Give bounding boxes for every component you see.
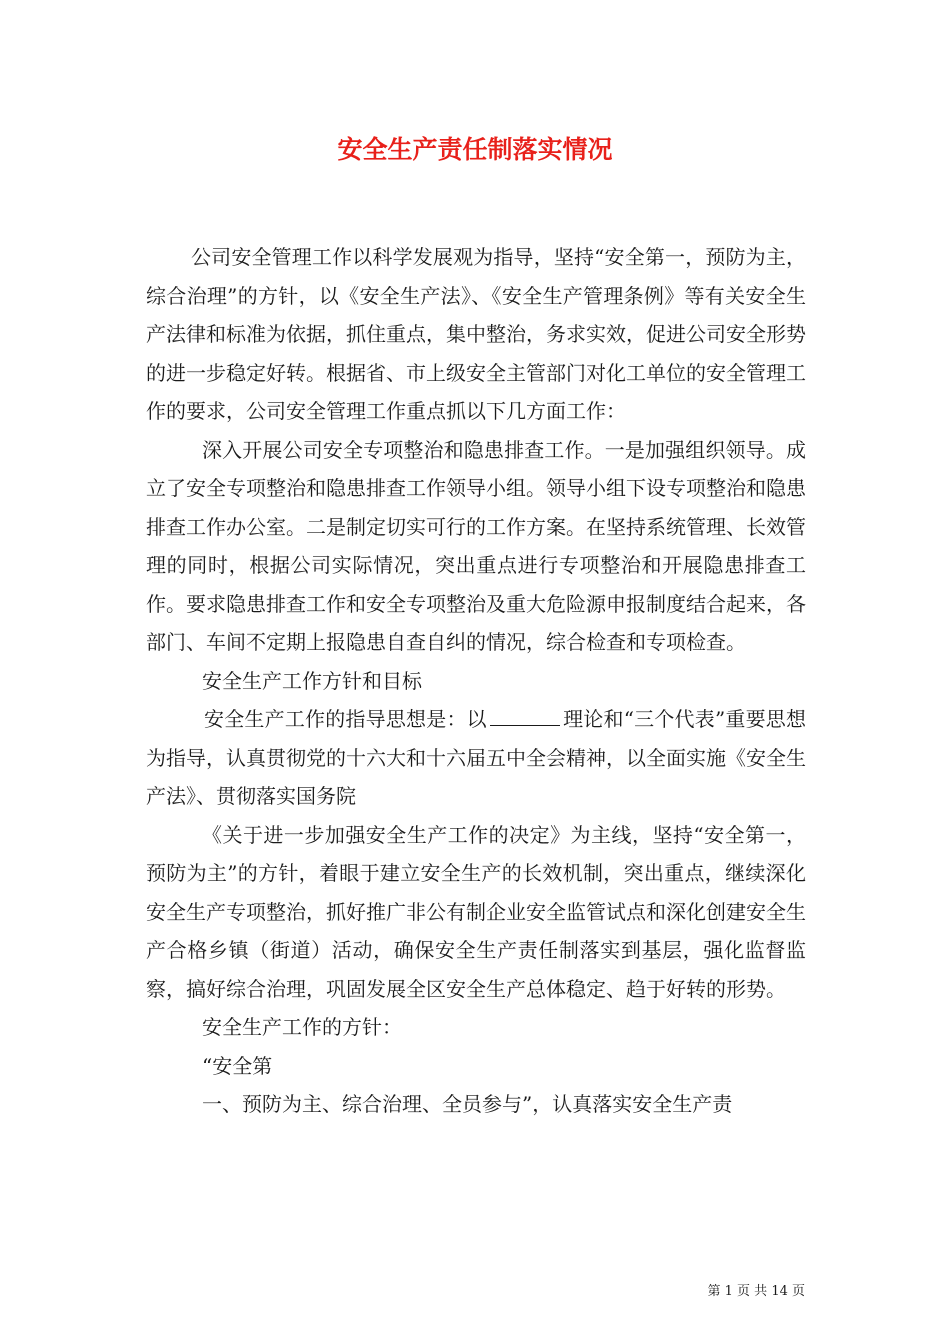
paragraph-intro: 公司安全管理工作以科学发展观为指导，坚持“安全第一，预防为主，综合治理”的方针，以《安全生产法》、《安全生产管理条例》等有关安全生产法律和标准为依据，抓住重点，集中整治，务求实效，促进公司安全形势的进一步稳定好转。根据省、市上级安全主管部门对化工单位的安全管理工作的要求，公司安全管理工作重点抓以下几方面工作： — [146, 245, 806, 423]
paragraph-last-line: 一、预防为主、综合治理、全员参与”，认真落实安全生产责 — [202, 1092, 733, 1116]
guiding-prefix: 安全生产工作的指导思想是：以 — [204, 707, 487, 731]
paragraph-guiding-thought — [146, 700, 806, 816]
page-number-footer: 第 1 页 共 14 页 — [707, 1284, 805, 1299]
document-body — [146, 238, 806, 1124]
guiding-suffix: 理论和“三个代表”重要思想为指导，认真贯彻党的十六大和十六届五中全会精神，以全面实施《安全生产法》、贯彻落实国务院 — [146, 707, 807, 808]
paragraph-quote-start: “安全第 — [202, 1053, 273, 1078]
section-heading-policy-goals: 安全生产工作方针和目标 — [202, 668, 422, 693]
paragraph-rectification: 深入开展公司安全专项整治和隐患排查工作。一是加强组织领导。成立了安全专项整治和隐患排查工作领导小组。领导小组下设专项整治和隐患排查工作办公室。二是制定切实可行的工作方案。在坚持系统管理、长效管理的同时，根据公司实际情况，突出重点进行专项整治和开展隐患排查工作。要求隐患排查工作和安全专项整治及重大危险源申报制度结合起来，各部门、车间不定期上报隐患自查自纠的情况，综合检查和专项检查。 — [146, 437, 806, 654]
paragraph-decision: 《关于进一步加强安全生产工作的决定》为主线，坚持“安全第一，预防为主”的方针，着眼于建立安全生产的长效机制，突出重点，继续深化安全生产专项整治，抓好推广非公有制企业安全监管试点和深化创建安全生产合格乡镇（街道）活动，确保安全生产责任制落实到基层，强化监督监察，搞好综合治理，巩固发展全区安全生产总体稳定、趋于好转的形势。 — [146, 822, 806, 1001]
blank-underline — [490, 703, 560, 726]
document-title: 安全生产责任制落实情况 — [337, 135, 613, 164]
section-heading-policy: 安全生产工作的方针： — [202, 1015, 402, 1039]
